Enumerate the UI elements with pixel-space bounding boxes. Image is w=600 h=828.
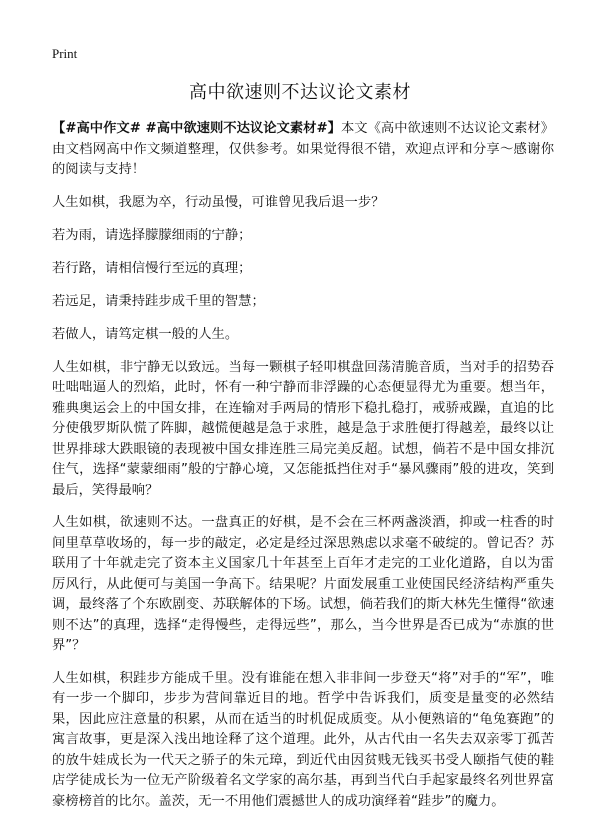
paragraph-road: 若行路，请相信慢行至远的真理； [52, 260, 252, 276]
document-title: 高中欲速则不达议论文素材 [189, 82, 411, 103]
paragraph-lead: 人生如棋，我愿为卒，行动虽慢，可谁曾见我后退一步？ [52, 194, 385, 210]
document-body [52, 119, 554, 824]
paragraph-journey: 若远足，请秉持跬步成千里的智慧； [52, 293, 265, 309]
tag-line: 【#高中作文# #高中欲速则不达议论文素材#】 [52, 121, 341, 136]
intro-paragraph [52, 119, 554, 181]
paragraph-steps: 人生如棋，积跬步方能成千里。没有谁能在想入非非间一步登天“将”对手的“军”，唯有一步一个脚印，步步为营间靠近目的地。哲学中告诉我们，质变是量变的必然结果，因此应注意量的积累，从而在适当的时机促成质变。从小便熟谙的“龟兔赛跑”的寓言故事，更是深入浅出地诠释了这个道理。此外，从古代由一名失去双亲零丁孤苦的放牛娃成长为一代天之骄子的朱元璋，到近代由因贫贱无钱买书受人颐指气使的鞋店学徒成长为一位无产阶级着名文学家的高尔基，再到当代白手起家最终名列世界富豪榜榜首的比尔。盖茨，无一不用他们震撼世人的成功演绎着“跬步”的魔力。 [52, 670, 554, 809]
print-label: Print [52, 46, 78, 61]
paragraph-haste: 人生如棋，欲速则不达。一盘真正的好棋，是不会在三杯两盏淡酒，抑或一柱香的时间里草草收场的，每一步的敲定，必定是经过深思熟虑以求毫不破绽的。曾记否？苏联用了十年就走完了资本主义国家几十年甚至上百年才走完的工业化道路，自以为雷厉风行，从此便可与美国一争高下。结果呢？片面发展重工业使国民经济结构严重失调，最终落了个东欧剧变、苏联解体的下场。试想，倘若我们的斯大林先生懂得“欲速则不达”的真理，选择“走得慢些，走得远些”，那么，当今世界是否已成为“赤旗的世界”？ [52, 515, 554, 653]
intro-text: 本文《高中欲速则不达议论文素材》由文档网高中作文频道整理，仅供参考。如果觉得很不错，欢迎点评和分享～感谢你的阅读与支持！ [52, 121, 555, 177]
paragraph-person: 若做人，请笃定棋一般的人生。 [52, 326, 239, 342]
paragraph-calm: 人生如棋，非宁静无以致远。当每一颗棋子轻叩棋盘回荡清脆音质，当对手的招势吞吐咄咄逼人的烈焰，此时，怀有一种宁静而非浮躁的心态便显得尤为重要。想当年，雅典奥运会上的中国女排，在连输对手两局的情形下稳扎稳打，戒骄戒躁，直追的比分使俄罗斯队慌了阵脚，越慌便越是急于求胜，越是急于求胜便打得越差，最终以让世界排球大跌眼镜的表现被中国女排连胜三局完美反超。试想，倘若不是中国女排沉住气，选择“蒙蒙细雨”般的宁静心境，又怎能抵挡住对手“暴风骤雨”般的进攻，笑到最后，笑得最响？ [52, 359, 554, 498]
paragraph-rain: 若为雨，请选择朦朦细雨的宁静； [52, 227, 252, 243]
